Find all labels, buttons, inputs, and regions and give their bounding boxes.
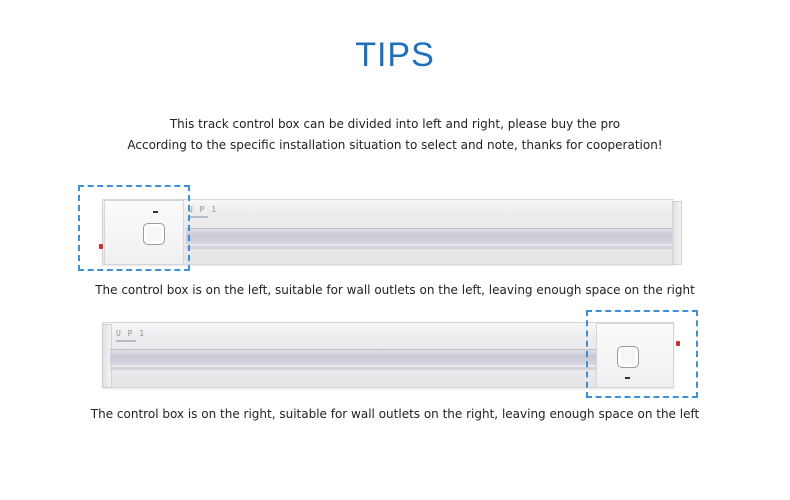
- brand-label: U P 1: [116, 329, 146, 338]
- left-variant-caption: The control box is on the left, suitable for wall outlets on the left, leaving enough space on the right: [95, 283, 695, 297]
- brand-label: U P 1: [188, 205, 218, 214]
- intro-line-1: This track control box can be divided into left and right, please buy the pro: [169, 117, 621, 131]
- control-box-highlight-frame: [586, 310, 698, 398]
- track-groove: [186, 228, 672, 244]
- track-lower-rail: [186, 246, 672, 249]
- right-variant-caption: The control box is on the right, suitable for wall outlets on the right, leaving enough space on the left: [90, 407, 700, 421]
- track-lower-rail: [110, 367, 596, 370]
- control-box-highlight-frame: [78, 185, 190, 271]
- track-end-cap: [672, 201, 682, 265]
- track-groove: [110, 349, 596, 365]
- brand-subtext: [188, 216, 208, 218]
- intro-line-2: According to the specific installation situation to select and note, thanks for cooperation!: [127, 138, 663, 152]
- page-title: TIPS: [355, 36, 435, 74]
- brand-subtext: [116, 340, 136, 342]
